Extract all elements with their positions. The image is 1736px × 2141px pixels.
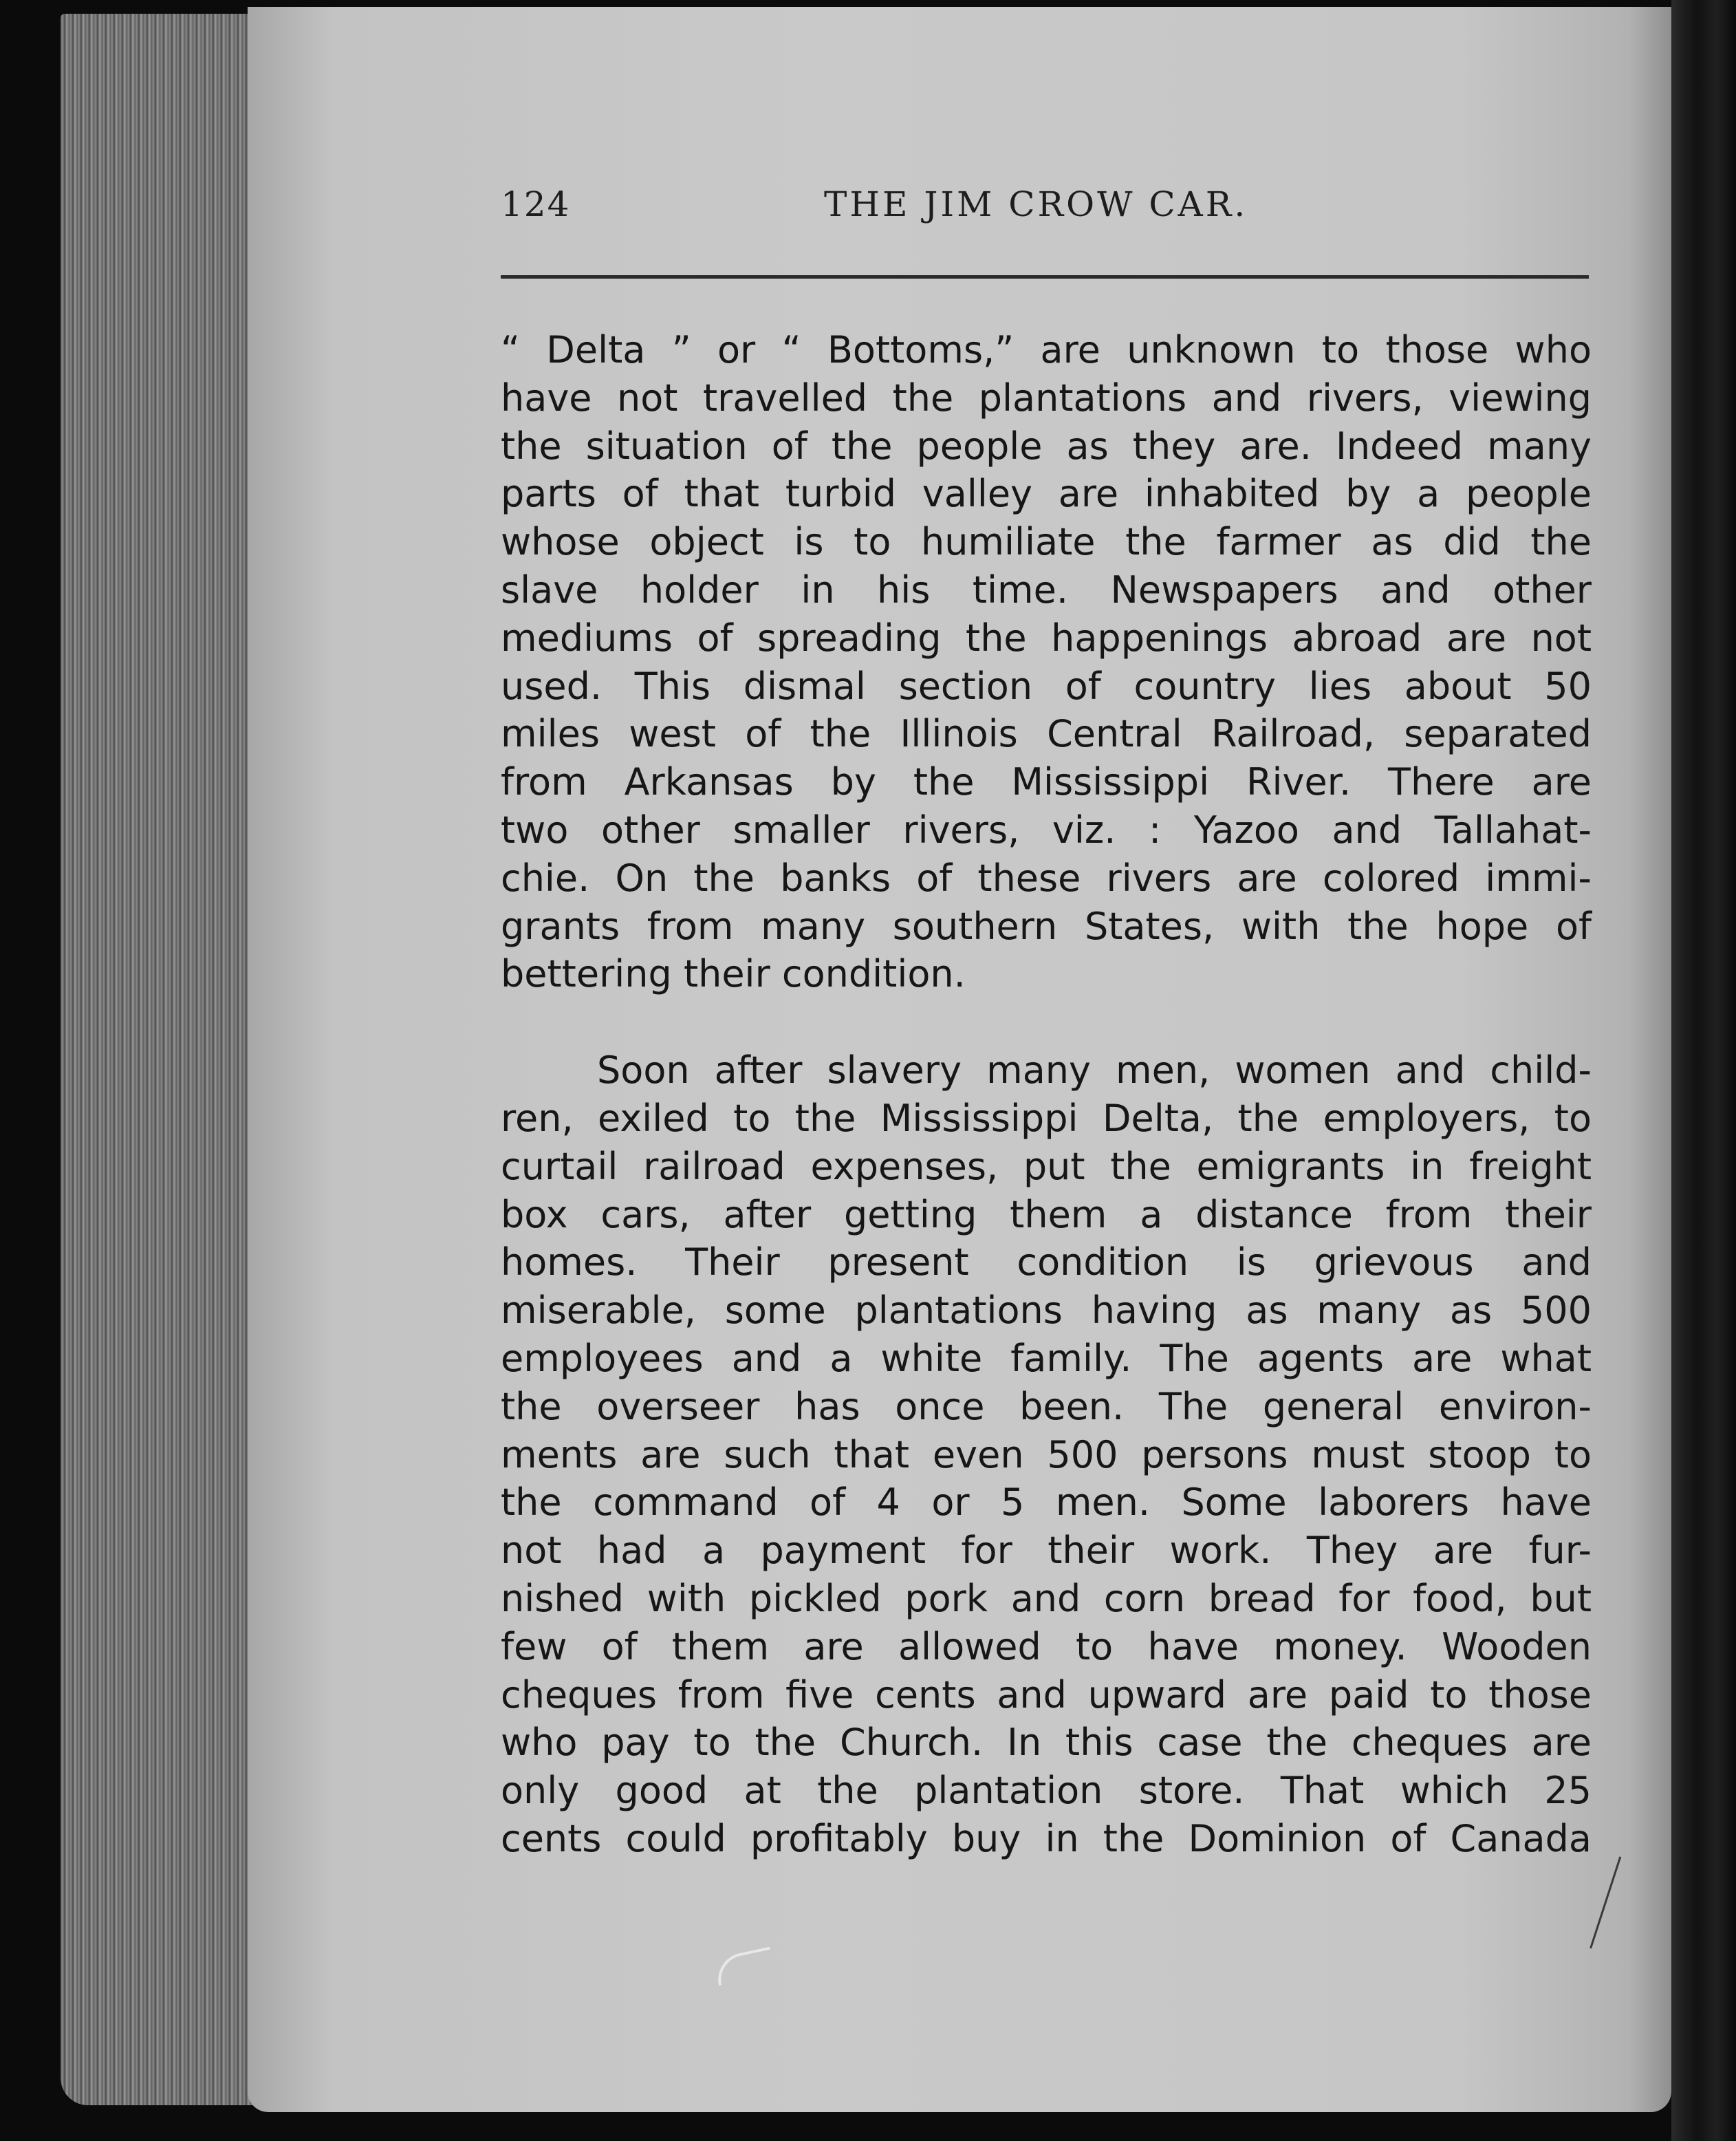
text-line: from Arkansas by the Mississippi River. There are bbox=[501, 760, 1592, 804]
text-line: few of them are allowed to have money. Wooden bbox=[501, 1624, 1592, 1668]
text-line: ren, exiled to the Mississippi Delta, the employers, to bbox=[501, 1096, 1592, 1140]
text-line: parts of that turbid valley are inhabited by a people bbox=[501, 472, 1592, 516]
book-gutter bbox=[1671, 0, 1736, 2141]
text-line: the overseer has once been. The general environ- bbox=[501, 1384, 1592, 1428]
text-line: box cars, after getting them a distance from their bbox=[501, 1192, 1592, 1236]
text-line: curtail railroad expenses, put the emigrants in freight bbox=[501, 1144, 1592, 1188]
header-rule bbox=[501, 275, 1589, 279]
text-line: bettering their condition. bbox=[501, 952, 966, 996]
text-line: whose object is to humiliate the farmer as did the bbox=[501, 520, 1592, 564]
book-page-edges bbox=[61, 14, 267, 2105]
text-line: grants from many southern States, with the hope of bbox=[501, 904, 1592, 948]
paragraph-1 bbox=[501, 326, 1592, 998]
text-line: mediums of spreading the happenings abroad are not bbox=[501, 616, 1592, 660]
text-line: used. This dismal section of country lies about 50 bbox=[501, 664, 1592, 708]
text-line: employees and a white family. The agents are what bbox=[501, 1336, 1592, 1380]
text-line: not had a payment for their work. They are fur- bbox=[501, 1529, 1592, 1573]
text-line: only good at the plantation store. That which 25 bbox=[501, 1769, 1592, 1813]
text-line: the command of 4 or 5 men. Some laborers have bbox=[501, 1481, 1592, 1525]
text-line: two other smaller rivers, viz. : Yazoo and Tallahat- bbox=[501, 808, 1592, 852]
running-head bbox=[501, 184, 1581, 233]
text-line: homes. Their present condition is grievous and bbox=[501, 1240, 1592, 1284]
text-line: cents could profitably buy in the Dominion of Canada bbox=[501, 1816, 1592, 1860]
text-line: the situation of the people as they are. Indeed many bbox=[501, 424, 1592, 468]
text-line: chie. On the banks of these rivers are colored immi- bbox=[501, 856, 1592, 900]
text-line: nished with pickled pork and corn bread for food, but bbox=[501, 1576, 1592, 1620]
text-line: miles west of the Illinois Central Railroad, separated bbox=[501, 712, 1592, 756]
page-number: 124 bbox=[501, 184, 571, 224]
text-line: cheques from five cents and upward are paid to those bbox=[501, 1672, 1592, 1717]
body-text bbox=[501, 326, 1592, 1863]
running-title: THE JIM CROW CAR. bbox=[824, 184, 1248, 224]
text-line: ments are such that even 500 persons must stoop to bbox=[501, 1432, 1592, 1476]
text-line: slave holder in his time. Newspapers and other bbox=[501, 568, 1592, 612]
text-line: “ Delta ” or “ Bottoms,” are unknown to those who bbox=[501, 328, 1592, 372]
text-line: who pay to the Church. In this case the cheques are bbox=[501, 1721, 1592, 1765]
text-line: Soon after slavery many men, women and child- bbox=[597, 1048, 1592, 1093]
text-line: have not travelled the plantations and rivers, viewing bbox=[501, 376, 1592, 420]
paragraph-2 bbox=[501, 1046, 1592, 1863]
text-line: miserable, some plantations having as many as 500 bbox=[501, 1289, 1592, 1333]
